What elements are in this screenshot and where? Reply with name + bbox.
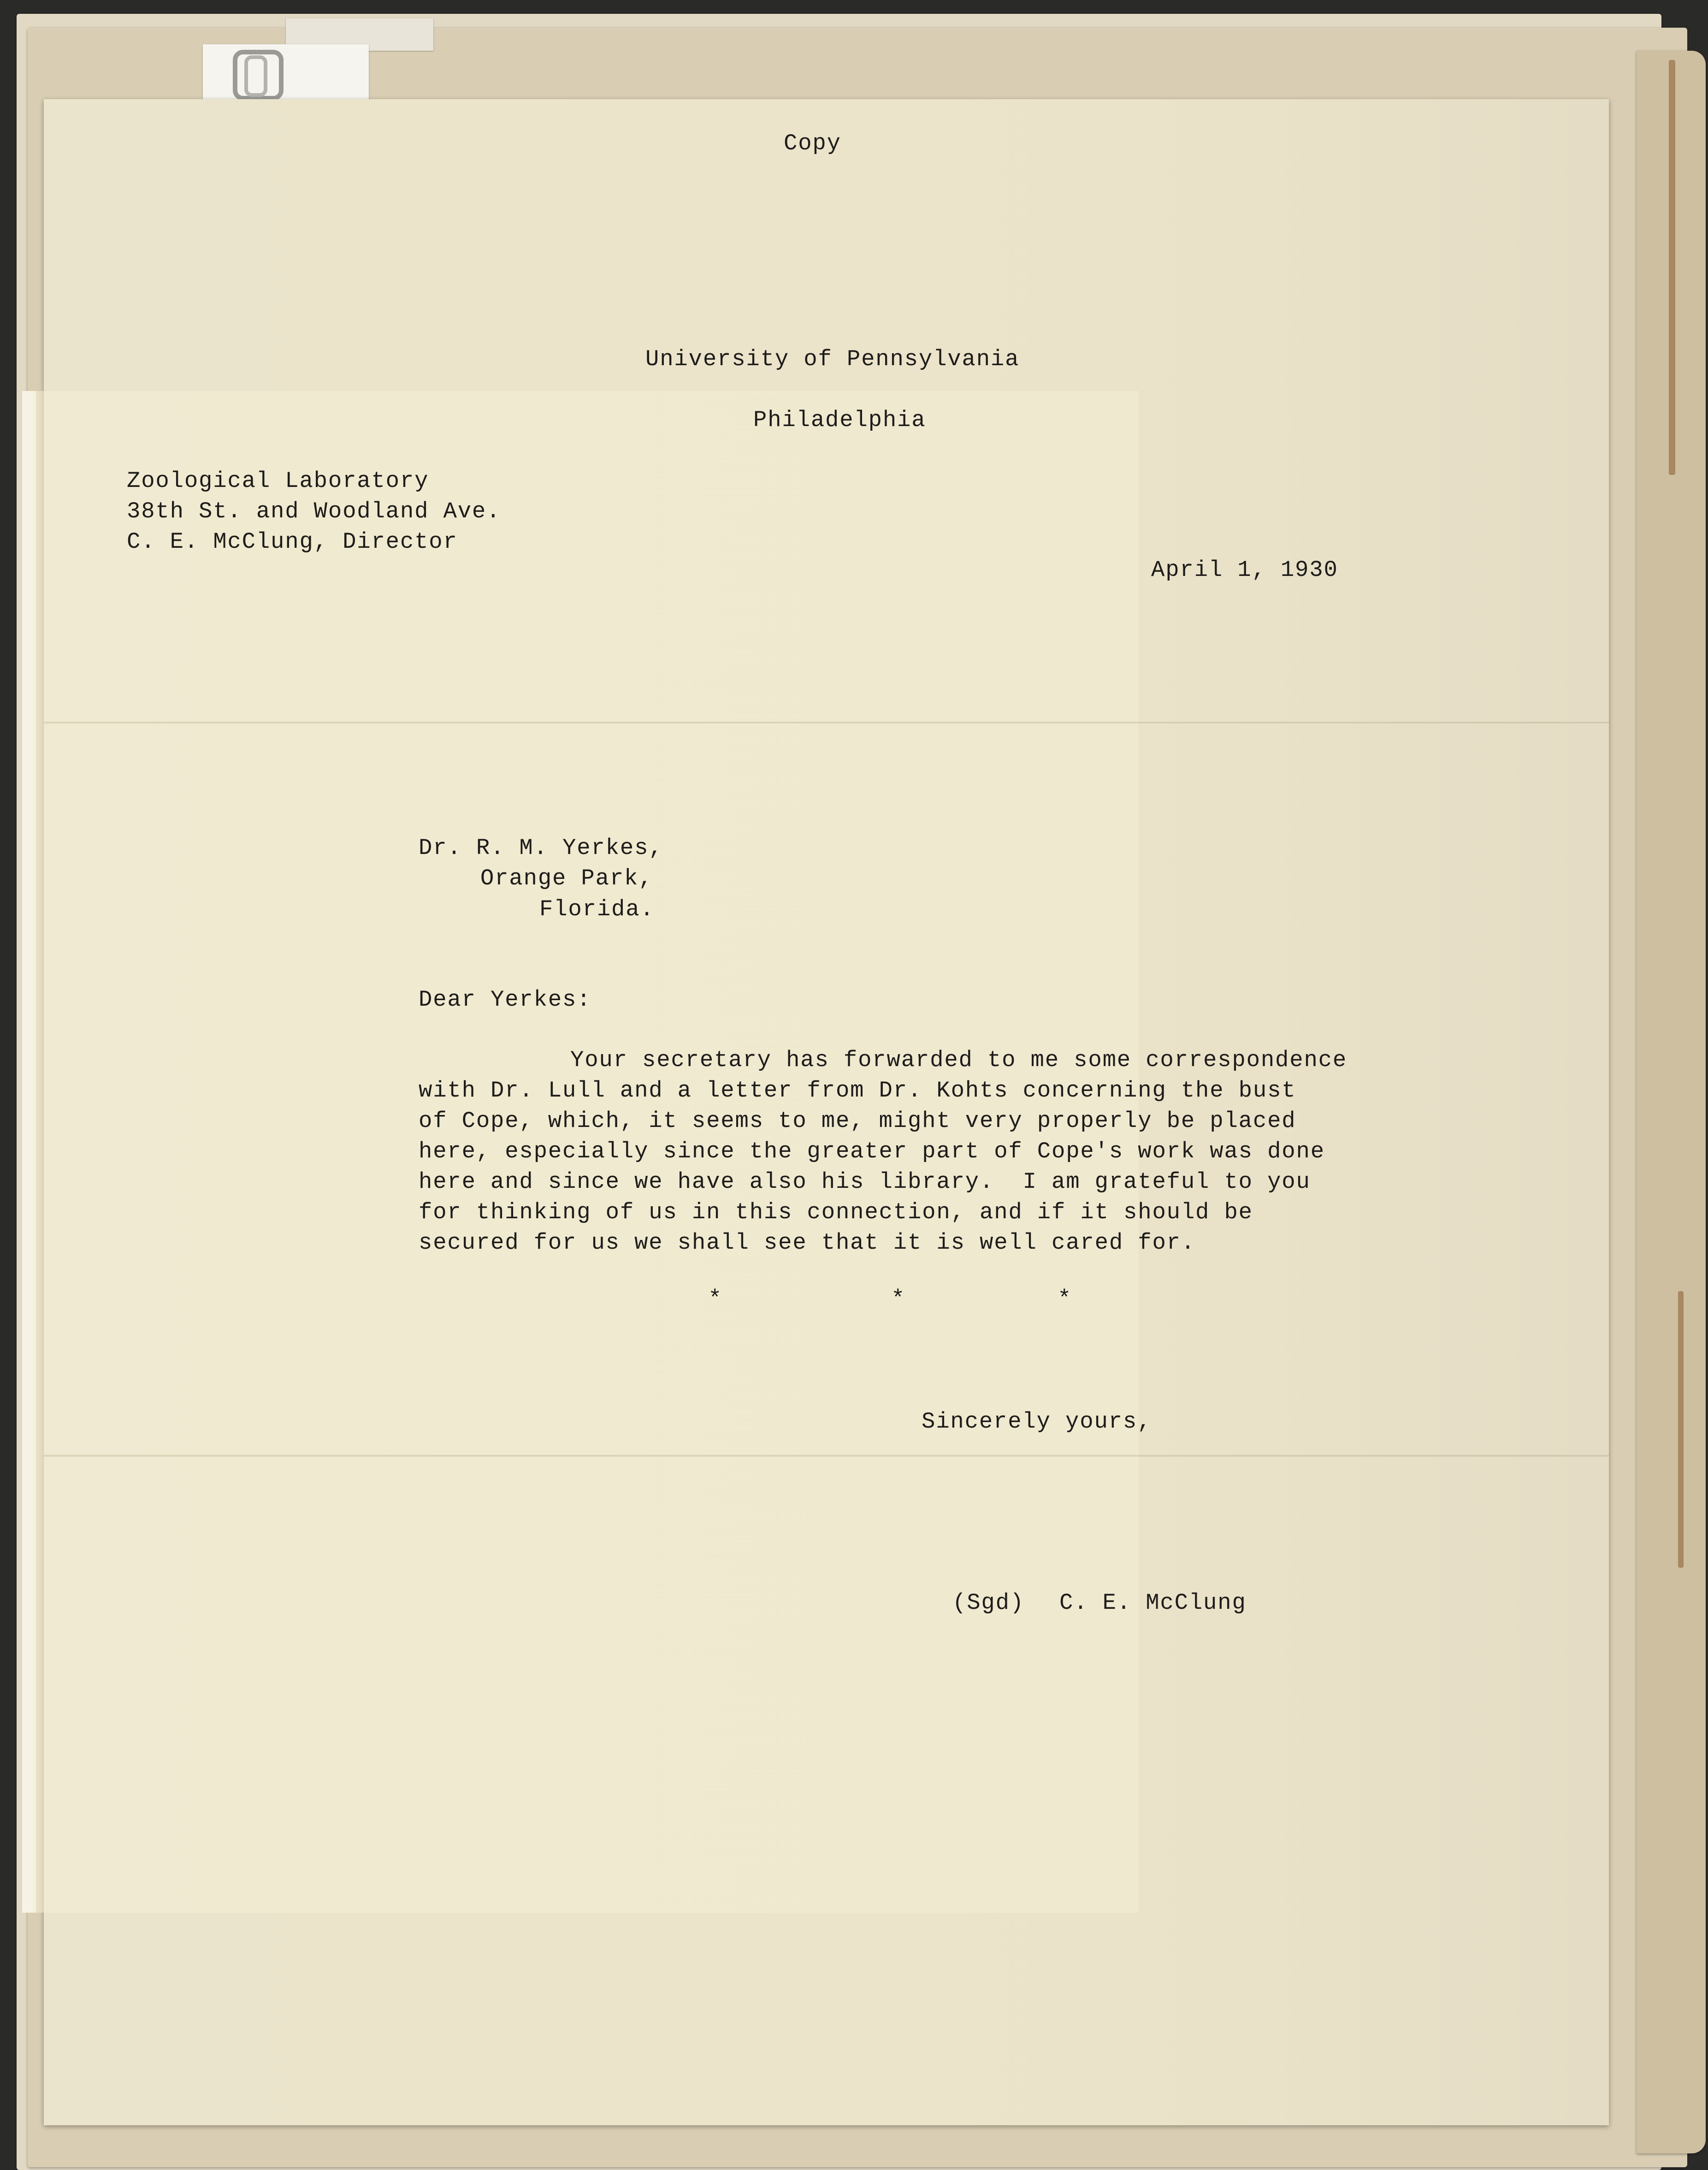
- folder-tab: [203, 44, 369, 100]
- signature-name: C. E. McClung: [1059, 1590, 1247, 1616]
- signature-prefix: (Sgd): [952, 1590, 1025, 1616]
- institution-name: University of Pennsylvania: [645, 346, 1020, 372]
- edge-stain: [1678, 1291, 1684, 1568]
- sender-line: 38th St. and Woodland Ave.: [127, 498, 501, 524]
- ellipsis-mark: *: [891, 1286, 906, 1312]
- closing: Sincerely yours,: [922, 1409, 1152, 1435]
- body-line: Your secretary has forwarded to me some correspondence: [570, 1047, 1347, 1073]
- ellipsis-mark: *: [708, 1286, 723, 1312]
- body-line: here and since we have also his library. I am grateful to you: [419, 1169, 1311, 1195]
- body-line: with Dr. Lull and a letter from Dr. Kohts concerning the bust: [419, 1078, 1296, 1103]
- recipient-line: Orange Park,: [480, 866, 653, 891]
- institution-city: Philadelphia: [753, 407, 926, 433]
- body-line: of Cope, which, it seems to me, might very properly be placed: [419, 1108, 1296, 1134]
- body-line: for thinking of us in this connection, and if it should be: [419, 1199, 1253, 1225]
- ellipsis-mark: *: [1058, 1286, 1072, 1312]
- edge-stain: [1669, 60, 1675, 475]
- body-line: here, especially since the greater part of Cope's work was done: [419, 1138, 1325, 1164]
- recipient-line: Florida.: [539, 896, 655, 922]
- paper-fold-line: [44, 722, 1609, 723]
- body-line: secured for us we shall see that it is well cared for.: [419, 1230, 1196, 1256]
- recipient-line: Dr. R. M. Yerkes,: [419, 835, 663, 861]
- sender-line: C. E. McClung, Director: [127, 529, 458, 555]
- salutation: Dear Yerkes:: [419, 987, 591, 1013]
- letter-date: April 1, 1930: [1151, 557, 1338, 583]
- paper-fold-line: [44, 1455, 1609, 1457]
- copy-label: Copy: [784, 130, 841, 156]
- sender-line: Zoological Laboratory: [127, 468, 429, 494]
- paper-clip-icon: [244, 55, 267, 97]
